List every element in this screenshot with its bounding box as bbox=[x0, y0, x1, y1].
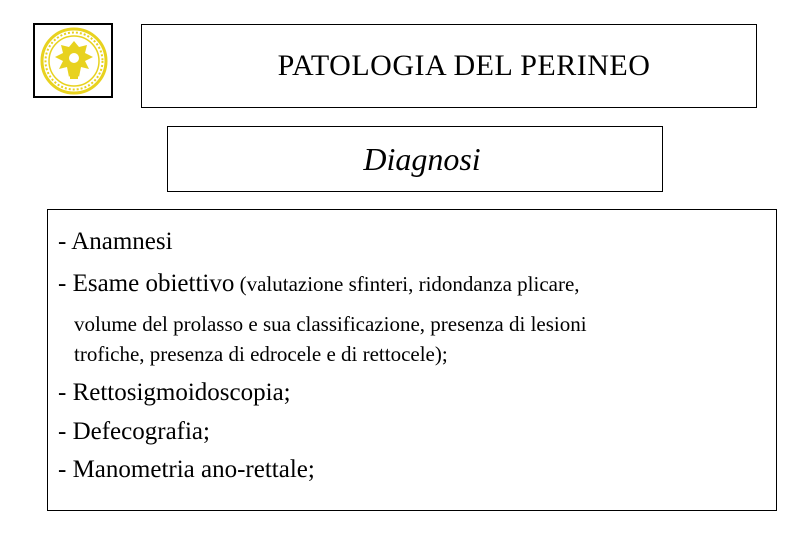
esame-label: - Esame obiettivo bbox=[58, 270, 235, 297]
subtitle-box bbox=[167, 126, 663, 192]
list-item-anamnesi: - Anamnesi bbox=[58, 228, 173, 255]
list-item-rettosigmoidoscopia: - Rettosigmoidoscopia; bbox=[58, 379, 291, 406]
university-seal-icon bbox=[39, 27, 109, 95]
list-item-manometria: - Manometria ano-rettale; bbox=[58, 456, 315, 483]
content-box bbox=[47, 209, 777, 511]
logo-frame bbox=[33, 23, 113, 98]
list-item-defecografia: - Defecografia; bbox=[58, 418, 210, 445]
esame-detail-2: volume del prolasso e sua classificazione, presenza di lesioni bbox=[74, 312, 587, 336]
list-item-esame-obiettivo bbox=[58, 270, 580, 298]
esame-detail-1: (valutazione sfinteri, ridondanza plicare, bbox=[234, 272, 580, 296]
section-subtitle: Diagnosi bbox=[363, 140, 481, 177]
page-title: PATOLOGIA DEL PERINEO bbox=[277, 49, 651, 82]
esame-detail-3: trofiche, presenza di edrocele e di rettocele); bbox=[74, 342, 448, 366]
title-box bbox=[141, 24, 757, 108]
